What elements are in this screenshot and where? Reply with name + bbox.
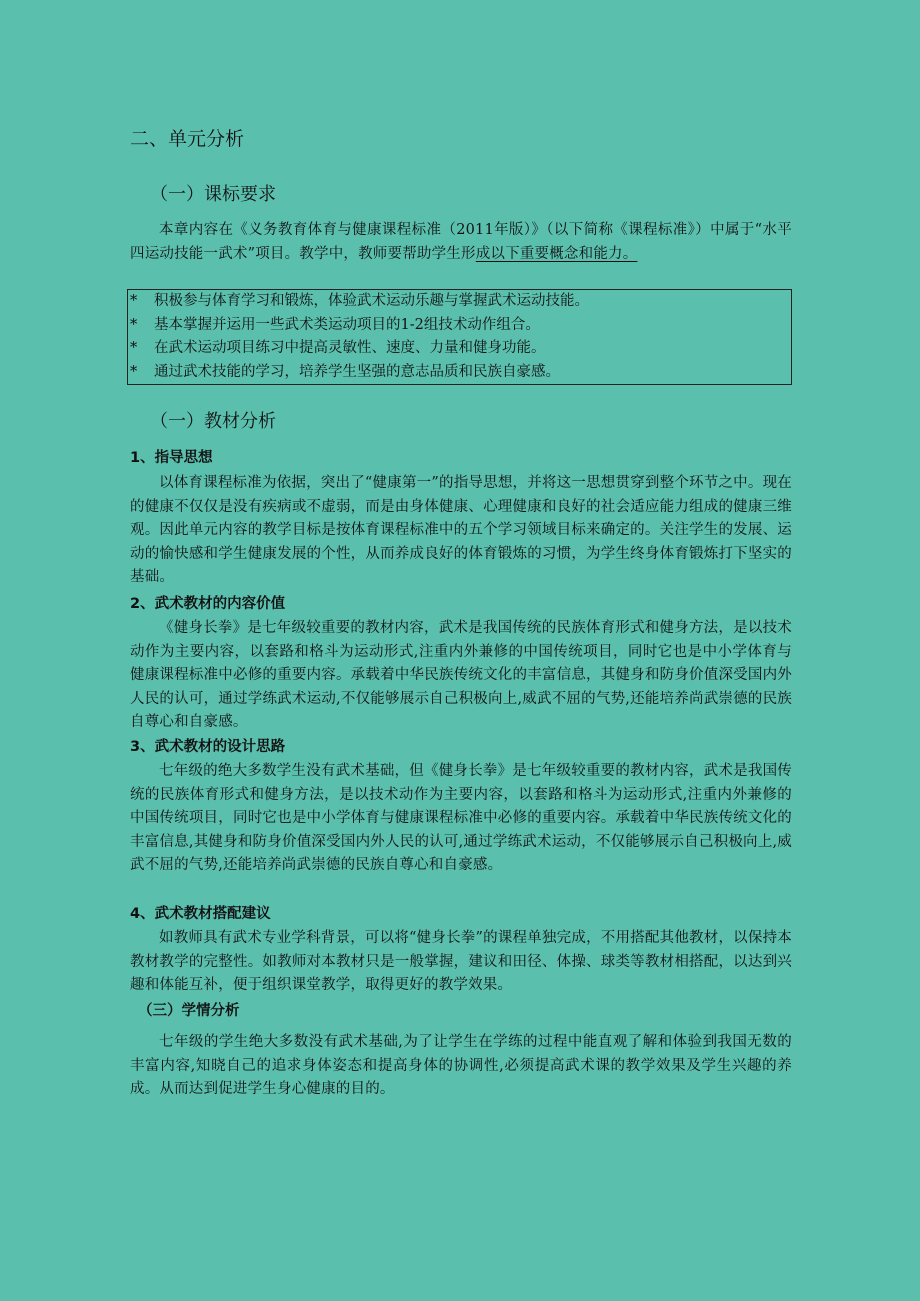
subsection-title-design-idea: 3、武术教材的设计思路	[130, 739, 286, 755]
curriculum-intro-underlined: 成以下重要概念和能力。	[475, 245, 638, 262]
paragraph-design-idea: 七年级的绝大多数学生没有武术基础，但《健身长拳》是七年级较重要的教材内容，武术是我国传统的民族体育形式和健身方法，是以技术动作为主要内容，以套路和格斗为运动形式,注重内外兼修的中国传统项目，同时它也是中小学体育与健康课程标准中必修的重要内容。承载着中华民族传统文化的丰富信息,其健身和防身价值深受国内外人民的认可,通过学练武术运动，不仅能够展示自己积极向上,威武不屈的气势,还能培养尚武崇德的民族自尊心和自豪感。	[130, 763, 792, 873]
bullet-star: *	[130, 316, 138, 333]
paragraph-content-value: 《健身长拳》是七年级较重要的教材内容，武术是我国传统的民族体育形式和健身方法，是以技术动作为主要内容，以套路和格斗为运动形式,注重内外兼修的中国传统项目，同时它也是中小学体育与健康课程标准中必修的重要内容。承载着中华民族传统文化的丰富信息，其健身和防身价值深受国内外人民的认可，通过学练武术运动,不仅能够展示自己积极向上,威武不屈的气势,还能培养尚武崇德的民族自尊心和自豪感。	[130, 620, 792, 730]
paragraph-guiding-idea: 以体育课程标准为依据，突出了“健康第一”的指导思想，并将这一思想贯穿到整个环节之中。现在的健康不仅仅是没有疾病或不虚弱，而是由身体健康、心理健康和良好的社会适应能力组成的健康三维观。因此单元内容的教学目标是按体育课程标准中的五个学习领域目标来确定的。关注学生的发展、运动的愉快感和学生健康发展的个性，从而养成良好的体育锻炼的习惯，为学生终身体育锻炼打下坚实的基础。	[130, 475, 792, 585]
bullet-star: *	[130, 293, 138, 309]
section-title: 二、单元分析	[130, 128, 245, 150]
curriculum-intro-text: 本章内容在《义务教育体育与健康课程标准（2011年版）》（以下简称《课程标准》）中属于“水平四运动技能一武术”项目。教学中，教师要帮助学生形	[130, 222, 792, 262]
curriculum-intro	[130, 219, 792, 266]
bullet-star: *	[130, 363, 138, 380]
subsection-title-content-value: 2、武术教材的内容价值	[130, 596, 286, 612]
list-item: * 基本掌握并运用一些武术类运动项目的1-2组技术动作组合。	[128, 314, 791, 338]
list-item: * 积极参与体育学习和锻炼，体验武术运动乐趣与掌握武术运动技能。	[128, 290, 791, 314]
paragraph-students: 七年级的学生绝大多数没有武术基础,为了让学生在学练的过程中能直观了解和体验到我国无数的丰富内容,知晓自己的追求身体姿态和提高身体的协调性,必须提高武术课的教学效果及学生兴趣的养成。从而达到促进学生身心健康的目的。	[130, 1034, 792, 1097]
bullet-star: *	[130, 340, 138, 356]
list-item: * 在武术运动项目练习中提高灵敏性、速度、力量和健身功能。	[128, 337, 791, 361]
paragraph-pairing-advice: 如教师具有武术专业学科背景，可以将“健身长拳”的课程单独完成，不用搭配其他教材，以保持本教材教学的完整性。如教师对本教材只是一般掌握，建议和田径、体操、球类等教材相搭配，以达到兴趣和体能互补，便于组织课堂教学，取得更好的教学效果。	[130, 930, 792, 993]
students-heading: （三）学情分析	[138, 1003, 240, 1019]
subsection-title-guiding-idea: 1、指导思想	[130, 450, 213, 466]
list-item: * 通过武术技能的学习，培养学生坚强的意志品质和民族自豪感。	[128, 361, 791, 385]
curriculum-requirements-box	[127, 289, 792, 385]
materials-heading: （一）教材分析	[150, 411, 276, 432]
curriculum-heading: （一）课标要求	[150, 184, 276, 205]
subsection-title-pairing-advice: 4、武术教材搭配建议	[130, 906, 271, 922]
